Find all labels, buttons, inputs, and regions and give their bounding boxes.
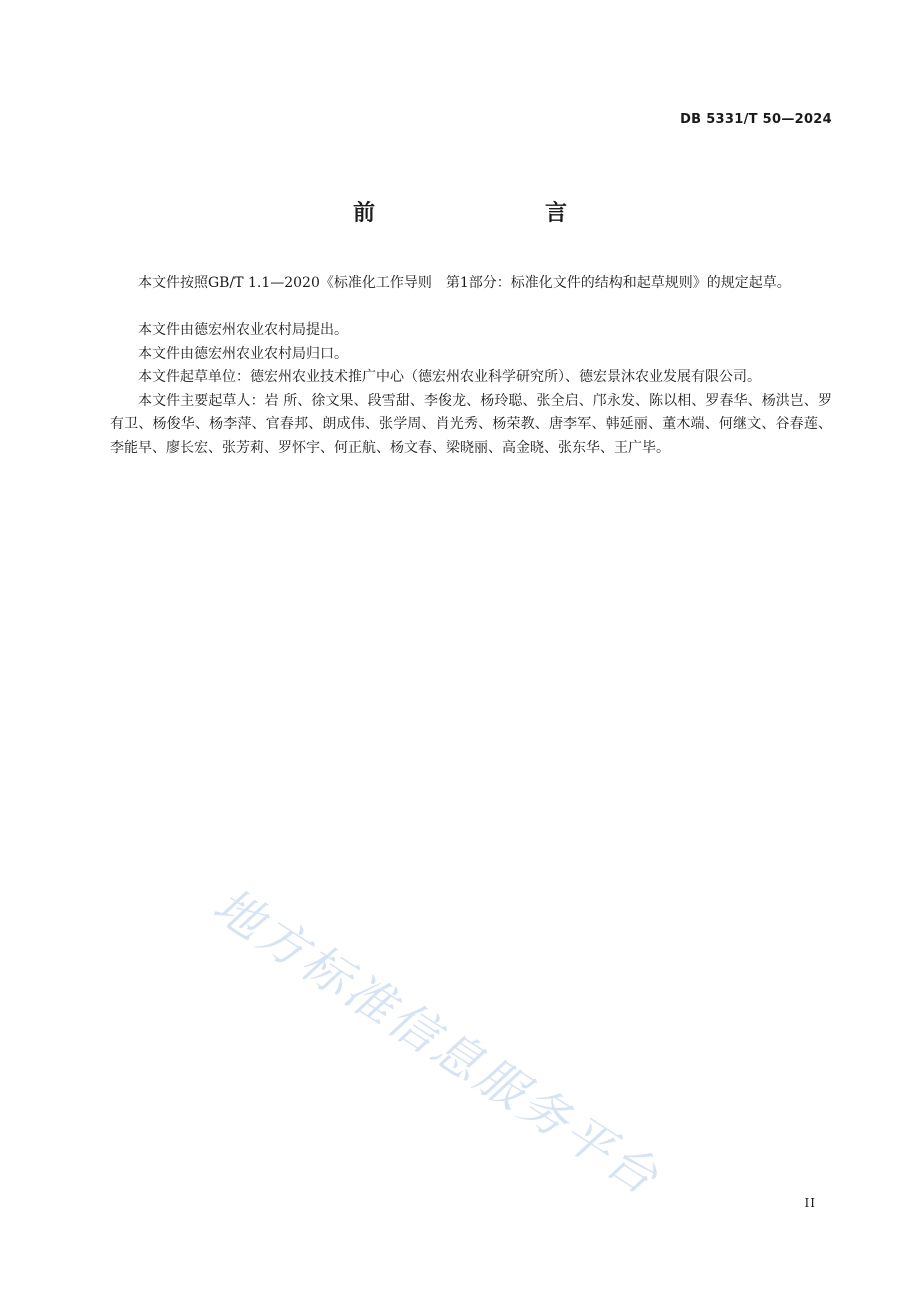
document-code: DB 5331/T 50—2024 (680, 112, 832, 127)
paragraph-drafting-units: 本文件起草单位：德宏州农业技术推广中心（德宏州农业科学研究所）、德宏景沐农业发展有限公司。 (138, 369, 761, 385)
paragraph-centralized-by: 本文件由德宏州农业农村局归口。 (138, 345, 348, 362)
paragraph-drafting-basis: 本文件按照GB/T 1.1—2020《标准化工作导则 第1部分：标准化文件的结构和起草规则》的规定起草。 (138, 275, 791, 291)
page-number: II (804, 1196, 816, 1210)
watermark: 地方标准信息服务平台 (203, 877, 671, 1208)
paragraph-proposed-by: 本文件由德宏州农业农村局提出。 (138, 322, 348, 338)
foreword-body (110, 272, 832, 460)
page-title: 前 言 (352, 201, 609, 226)
paragraph-drafters: 本文件主要起草人：岩 所、徐文果、段雪甜、李俊龙、杨玲聪、张全启、邝永发、陈以相、罗春华、杨洪岂、罗有卫、杨俊华、杨李萍、官春邦、朗成伟、张学周、肖光秀、杨荣教、唐李军、韩延丽、董木端、何继文、谷春莲、李能早、廖长宏、张芳莉、罗怀宇、何正航、杨文春、梁晓丽、高金晓、张东华、王广毕。 (110, 392, 832, 456)
